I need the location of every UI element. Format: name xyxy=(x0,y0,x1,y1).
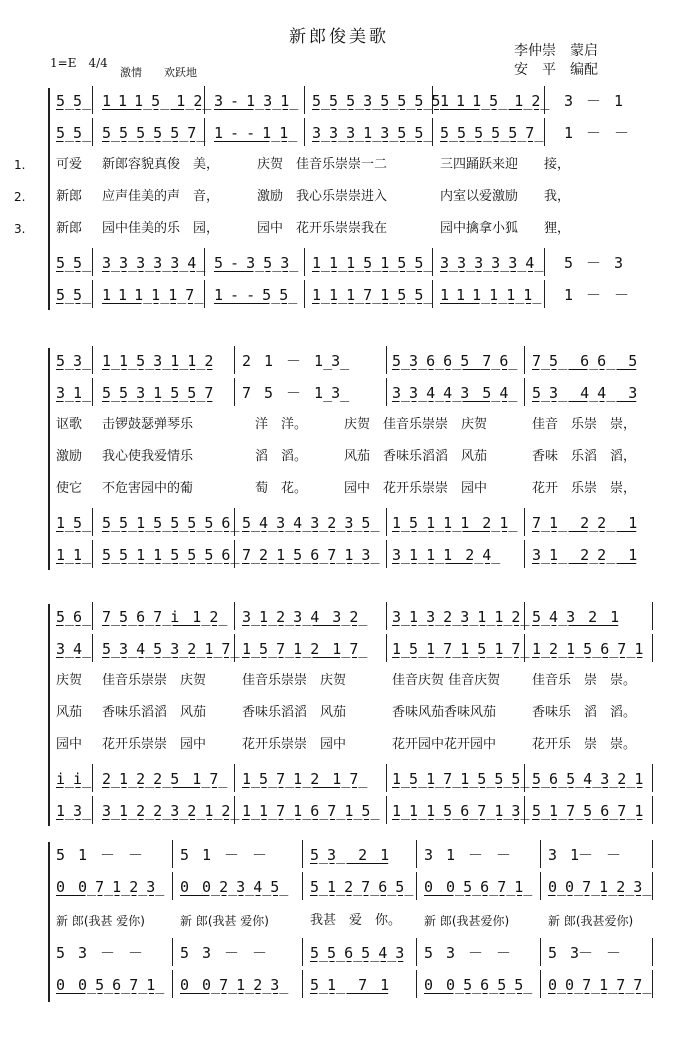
lyric: 萄 花。 xyxy=(242,481,308,496)
lyric-row xyxy=(54,910,656,934)
measure: 3 1－ － xyxy=(548,846,621,864)
measure: 3̲1̲3̲2̲3̲1̲1̲2̲ xyxy=(392,608,529,626)
score-system-1 xyxy=(14,88,656,316)
lyric: 我甚 爱 你。 xyxy=(310,913,402,928)
measure: 5 - 3̲5̲3̲ xyxy=(214,254,298,272)
measure: 3̲3̲3̲1̲3̲5̲5̲ xyxy=(312,124,432,142)
measure: 5̲3̲4̲5̲3̲2̲1̲7̲ xyxy=(102,640,239,658)
lyric: 园中 花开乐崇崇我在 xyxy=(244,221,388,236)
measure: 3̲1̲ xyxy=(56,384,91,402)
measure: 1 1 1̲5̲ 1̲2̲ xyxy=(440,92,549,110)
measure: 1 － － xyxy=(564,286,629,304)
measure: 0 0̲5̲6̲7̲1̲ xyxy=(56,976,164,994)
measure: 3 － 1 xyxy=(564,92,623,110)
measure: 1 1 1̲1̲1̲7̲ xyxy=(102,286,203,304)
measure: 5̲6̲ xyxy=(56,608,91,626)
lyric-row xyxy=(14,186,656,210)
measure: 7̲5̲ 6̲6̲ 5 xyxy=(532,352,637,370)
score-system-4 xyxy=(44,842,656,1012)
lyric: 庆贺 xyxy=(56,673,83,688)
staff-row xyxy=(54,844,656,868)
staff-row xyxy=(54,122,656,146)
score-system-2 xyxy=(44,348,656,576)
measure: 5̲4̲3 2 1 xyxy=(532,608,619,626)
lyric: 激励 我心乐崇崇进入 xyxy=(244,189,388,204)
lyric: 香味乐 滔 滔。 xyxy=(532,705,637,720)
measure: 5 － 3 xyxy=(564,254,623,272)
staff-row xyxy=(54,942,656,966)
lyric: 香味乐滔滔 风茄 xyxy=(242,705,347,720)
measure: i̲i̲ xyxy=(56,770,91,788)
lyric: 不危害园中的葡 xyxy=(102,481,194,496)
lyric: 香味风茄香味风茄 xyxy=(392,705,497,720)
lyric-row xyxy=(54,414,656,438)
lyric-row xyxy=(54,734,656,758)
staff-row xyxy=(54,800,656,824)
measure: 1̲3̲ xyxy=(56,802,91,820)
measure: 0̲0̲7̲1̲2̲3̲ xyxy=(548,878,651,896)
staff-row xyxy=(54,876,656,900)
measure: 3̲3̲3̲3̲3̲4̲ xyxy=(440,254,543,272)
measure: 5̲5̲3̲1̲5̲5̲7 xyxy=(102,384,213,402)
measure: 0 0̲2̲3̲4̲5̲ xyxy=(180,878,288,896)
lyric: 新郎 xyxy=(56,189,83,204)
staff-row xyxy=(54,512,656,536)
lyric: 香味乐滔滔 风茄 xyxy=(102,705,207,720)
lyric: 佳音乐 崇 崇。 xyxy=(532,673,637,688)
system-brace xyxy=(44,842,52,1002)
lyric: 新 郎(我甚 爱你) xyxy=(180,914,269,928)
measure: 5̲1̲7̲5̲6̲7̲1 xyxy=(532,802,643,820)
measure: 2̲1̲2̲2̲5 1̲7̲ xyxy=(102,770,227,788)
lyric-row xyxy=(54,478,656,502)
lyric: 应声佳美的声 音， xyxy=(102,189,220,204)
key-signature: 1=E 4/4 xyxy=(50,56,108,70)
staff-row xyxy=(54,768,656,792)
measure: 0 0̲5̲6̲7̲1̲ xyxy=(424,878,532,896)
measure: 1̲5̲1̲1̲1 2̲1̲ xyxy=(392,514,517,532)
measure: 5̲5̲ xyxy=(56,254,91,272)
lyric: 花开乐崇崇 园中 xyxy=(102,737,207,752)
measure: 5 3－ － xyxy=(548,944,621,962)
measure: 3̲1̲1̲1 2̲4̲ xyxy=(392,546,500,564)
measure: 5̲1̲ 7 1 xyxy=(310,976,389,994)
lyric: 香味 乐滔 滔， xyxy=(532,449,637,464)
lyric: 庆贺 佳音乐崇崇一二 xyxy=(244,157,388,172)
lyric: 风茄 xyxy=(56,705,83,720)
lyric: 园中 花开乐崇崇 园中 xyxy=(344,481,488,496)
lyric: 使它 xyxy=(56,481,83,496)
measure: 1̲1̲ xyxy=(56,546,91,564)
measure: 0 0̲5̲6̲5̲5̲ xyxy=(424,976,532,994)
measure: 5̲3̲ 2 1 xyxy=(310,846,389,864)
measure: 1̲1̲1̲5̲1̲5̲5̲ xyxy=(312,254,432,272)
lyric: 讴歌 xyxy=(56,417,83,432)
measure: 7̲5̲6̲7̲i 1̲2̲ xyxy=(102,608,227,626)
measure: 1 1 1̲5̲ 1̲2̲ xyxy=(102,92,211,110)
lyric-row xyxy=(14,154,656,178)
lyric-row xyxy=(14,218,656,242)
system-brace xyxy=(44,348,52,570)
measure: 5 3 － － xyxy=(424,944,511,962)
lyric: 洋 洋。 xyxy=(242,417,308,432)
measure: 1̲1̲1̲5̲6̲7̲1̲3̲ xyxy=(392,802,529,820)
lyric: 新 郎(我甚爱你) xyxy=(548,914,634,928)
measure: 5̲5̲ xyxy=(56,124,91,142)
lyric: 庆贺 佳音乐崇崇 庆贺 xyxy=(344,417,488,432)
measure: 1̲1̲5̲3̲1̲1̲2 xyxy=(102,352,213,370)
staff-row xyxy=(54,382,656,406)
measure: 3̲4̲ xyxy=(56,640,91,658)
system-brace xyxy=(44,88,52,310)
staff-row xyxy=(54,90,656,114)
composer-credits: 李仲崇 蒙启 安 平 编配 xyxy=(514,43,598,78)
lyric: 园中 xyxy=(56,737,83,752)
measure: 5̲5̲6̲5̲4̲3 xyxy=(310,944,404,962)
lyric: 新郎容貌真俊 美， xyxy=(102,157,220,172)
measure: 5 1 － － xyxy=(56,846,143,864)
lyric-row xyxy=(54,446,656,470)
lyric: 花开乐崇崇 园中 xyxy=(242,737,347,752)
lyric: 花开 乐崇 崇， xyxy=(532,481,637,496)
system-brace xyxy=(44,604,52,826)
measure: 2 1 － 1̲3̲ xyxy=(242,352,349,370)
measure: 3̲3̲4̲4̲3 5̲4̲ xyxy=(392,384,517,402)
lyric: 激励 xyxy=(56,449,83,464)
lyric: 三四踊跃来迎 接， xyxy=(440,157,571,172)
lyric: 滔 滔。 xyxy=(242,449,308,464)
staff-row xyxy=(54,350,656,374)
staff-row xyxy=(54,284,656,308)
measure: 1̲5̲1̲7̲1̲5̲5̲5̲ xyxy=(392,770,529,788)
measure: 7̲2̲1̲5̲6̲7̲1̲3̲ xyxy=(242,546,379,564)
measure: 5̲6̲5̲4̲3̲2̲1 xyxy=(532,770,643,788)
measure: 5̲5̲1̲5̲5̲5̲5̲6̲ xyxy=(102,514,239,532)
lyric: 佳音乐崇崇 庆贺 xyxy=(242,673,347,688)
measure: 1̲5̲7̲1̲2 1̲7̲ xyxy=(242,770,367,788)
lyric: 新 郎(我甚爱你) xyxy=(424,914,510,928)
measure: 5̲5̲1̲1̲5̲5̲5̲6̲ xyxy=(102,546,239,564)
verse-number: 1. xyxy=(14,158,26,172)
lyric: 佳音 乐崇 崇， xyxy=(532,417,637,432)
measure: 1̲5̲1̲7̲1̲5̲1̲7̲ xyxy=(392,640,529,658)
verse-number: 2. xyxy=(14,190,26,204)
staff-row xyxy=(54,974,656,998)
staff-row xyxy=(54,544,656,568)
measure: 1̲1̲1̲7̲1̲5̲5̲ xyxy=(312,286,432,304)
measure: 5̲5̲ xyxy=(56,286,91,304)
lyric: 园中佳美的乐 园， xyxy=(102,221,220,236)
measure: 3̲3̲3̲3̲3̲4̲ xyxy=(102,254,205,272)
measure: 0 0̲7̲1̲2̲3̲ xyxy=(56,878,164,896)
measure: 0̲0̲7̲1̲7̲7̲ xyxy=(548,976,651,994)
lyric: 园中擒拿小狐 狸， xyxy=(440,221,571,236)
measure: 3 - 1̲3̲1̲ xyxy=(214,92,298,110)
staff-row xyxy=(54,252,656,276)
measure: 5 1 － － xyxy=(180,846,267,864)
lyric: 可爱 xyxy=(56,157,83,172)
lyric-row xyxy=(54,670,656,694)
measure: 7̲1̲ 2̲2̲ 1 xyxy=(532,514,637,532)
lyric: 新郎 xyxy=(56,221,83,236)
measure: 1 1 1̲1̲1̲1̲ xyxy=(440,286,541,304)
measure: 5̲5̲5̲5̲5̲7̲ xyxy=(440,124,543,142)
lyric-row xyxy=(54,702,656,726)
measure: 5̲5̲5̲5̲5̲7̲ xyxy=(102,124,205,142)
measure: 3 1 － － xyxy=(424,846,511,864)
measure: 5̲5̲ xyxy=(56,92,91,110)
measure: 1̲1̲7̲1̲6̲7̲1̲5̲ xyxy=(242,802,379,820)
measure: 5̲5̲5̲3̲5̲5̲5̲5̲ xyxy=(312,92,449,110)
lyric: 佳音乐崇崇 庆贺 xyxy=(102,673,207,688)
measure: 1 - - 1̲1̲ xyxy=(214,124,297,142)
lyric: 我心使我爱情乐 xyxy=(102,449,194,464)
lyric: 击锣鼓瑟弹琴乐 xyxy=(102,417,194,432)
measure: 3̲1̲2̲2̲3̲2̲1̲2̲ xyxy=(102,802,239,820)
lyric: 佳音庆贺 佳音庆贺 xyxy=(392,673,501,688)
measure: 1̲5̲ xyxy=(56,514,91,532)
measure: 5 3 － － xyxy=(56,944,143,962)
song-title: 新郎俊美歌 xyxy=(289,27,389,47)
measure: 1̲2̲1̲5̲6̲7̲1 xyxy=(532,640,643,658)
measure: 3̲1̲2̲3̲4 3̲2̲ xyxy=(242,608,367,626)
staff-row xyxy=(54,638,656,662)
measure: 5̲3̲6̲6̲5 7̲6̲ xyxy=(392,352,517,370)
lyric: 风茄 香味乐滔滔 风茄 xyxy=(344,449,488,464)
lyric: 花开乐 崇 崇。 xyxy=(532,737,637,752)
measure: 1 - - 5̲5̲ xyxy=(214,286,297,304)
lyric: 内室以爱激励 我， xyxy=(440,189,571,204)
measure: 1̲5̲7̲1̲2 1̲7̲ xyxy=(242,640,367,658)
measure: 7 5 － 1̲3̲ xyxy=(242,384,349,402)
measure: 3̲1̲ 2̲2̲ 1 xyxy=(532,546,637,564)
measure: 5̲1̲2̲7̲6̲5̲ xyxy=(310,878,413,896)
measure: 5 3 － － xyxy=(180,944,267,962)
tempo-marking: 激情 欢跃地 xyxy=(120,66,197,79)
lyric: 花开园中花开园中 xyxy=(392,737,497,752)
measure: 0 0̲7̲1̲2̲3̲ xyxy=(180,976,288,994)
measure: 5̲3̲ 4̲4̲ 3 xyxy=(532,384,637,402)
measure: 1 － － xyxy=(564,124,629,142)
staff-row xyxy=(54,606,656,630)
measure: 5̲4̲3̲4̲3̲2̲3̲5̲ xyxy=(242,514,379,532)
score-system-3 xyxy=(44,604,656,832)
lyric: 新 郎(我甚 爱你) xyxy=(56,914,145,928)
verse-number: 3. xyxy=(14,222,26,236)
measure: 5̲3̲ xyxy=(56,352,91,370)
